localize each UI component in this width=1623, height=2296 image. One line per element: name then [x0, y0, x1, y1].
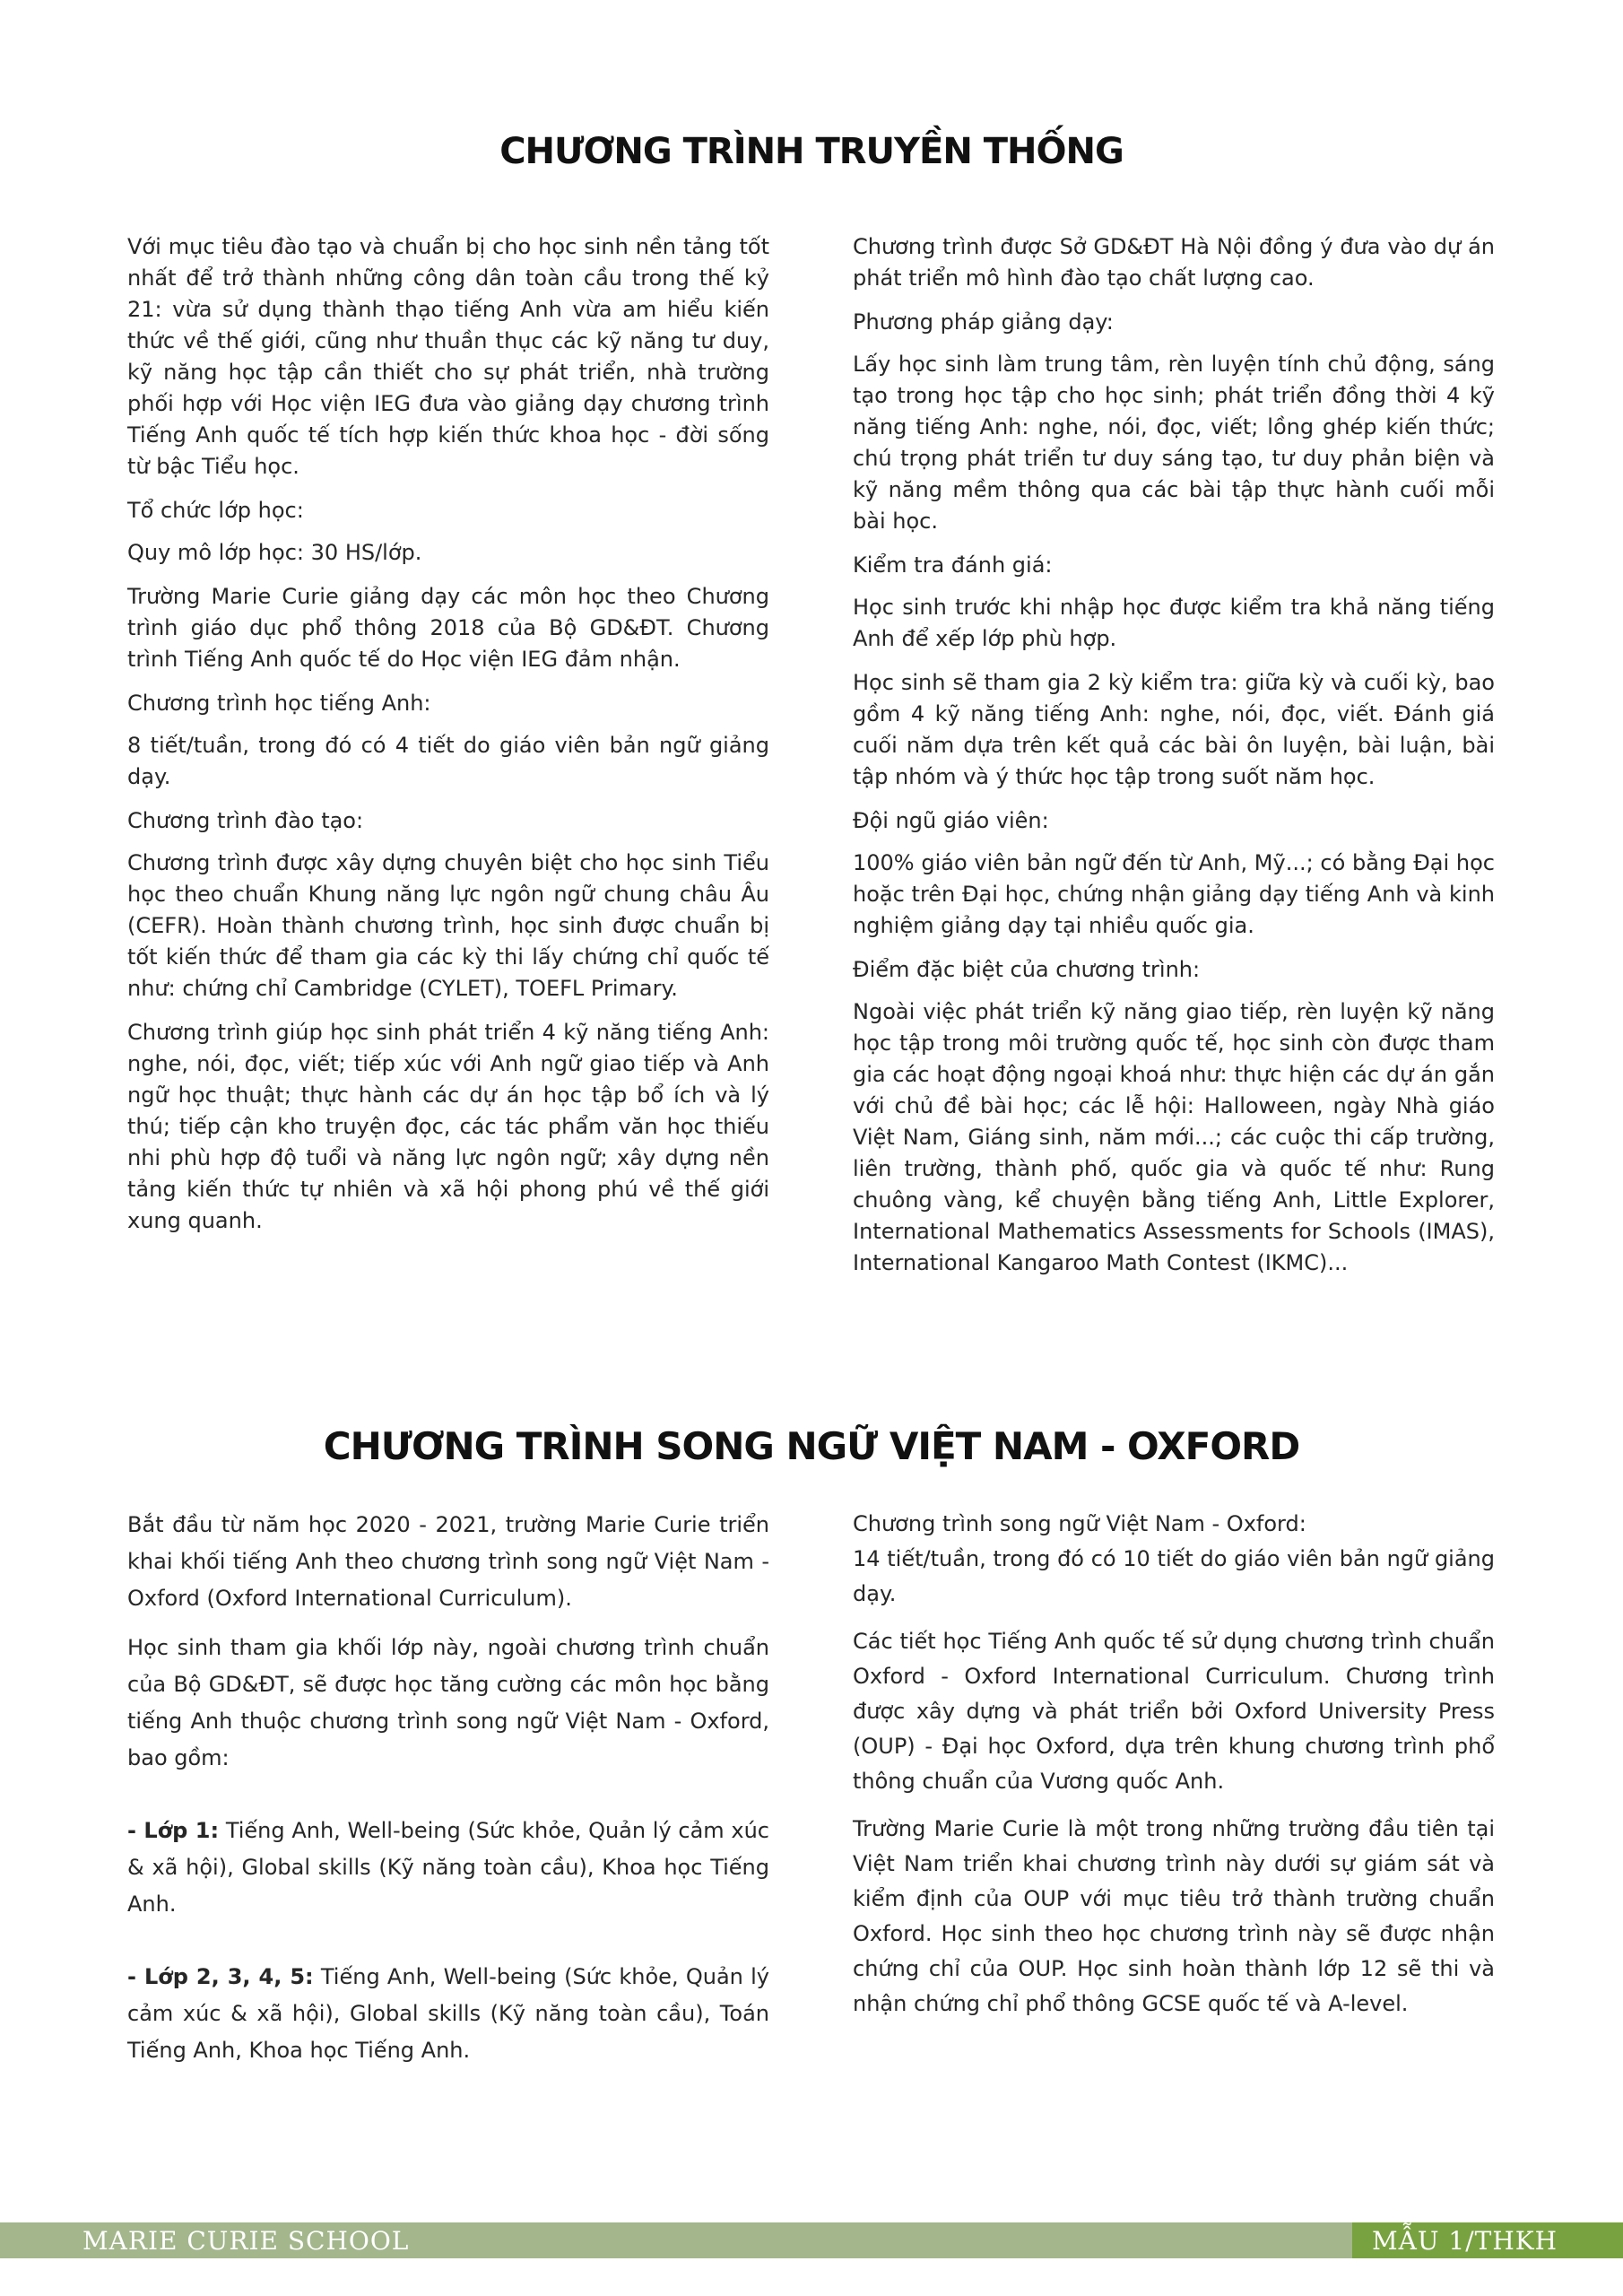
paragraph: Chương trình được Sở GD&ĐT Hà Nội đồng ý đưa vào dự án phát triển mô hình đào tạo chất lượng cao. — [853, 234, 1495, 291]
paragraph: Học sinh sẽ tham gia 2 kỳ kiểm tra: giữa kỳ và cuối kỳ, bao gồm 4 kỹ năng tiếng Anh: nghe, nói, đọc, viết. Đánh giá cuối năm dựa trên kết quả các bài ôn luyện, bài luận, bài tập nhóm và ý thức học tập trong suốt năm học. — [853, 670, 1495, 789]
paragraph: Trường Marie Curie giảng dạy các môn học theo Chương trình giáo dục phổ thông 2018 của Bộ GD&ĐT. Chương trình Tiếng Anh quốc tế do Học viện IEG đảm nhận. — [127, 584, 769, 672]
subheading: Kiểm tra đánh giá: — [853, 552, 1053, 578]
subheading: Tổ chức lớp học: — [127, 498, 304, 523]
bilingual-right-column — [853, 1507, 1495, 2034]
grade-1-item — [127, 1813, 769, 1923]
grade-2-5-item — [127, 1959, 769, 2069]
subheading: Chương trình đào tạo: — [127, 808, 364, 833]
paragraph: Chương trình được xây dựng chuyên biệt cho học sinh Tiểu học theo chuẩn Khung năng lực ngôn ngữ chung châu Âu (CEFR). Hoàn thành chương trình, học sinh được chuẩn bị tốt kiến thức để tham gia các kỳ thi lấy chứng chỉ quốc tế như: chứng chỉ Cambridge (CYLET), TOEFL Primary. — [127, 850, 769, 1001]
section-title-traditional: CHƯƠNG TRÌNH TRUYỀN THỐNG — [499, 131, 1124, 172]
paragraph: Quy mô lớp học: 30 HS/lớp. — [127, 540, 422, 565]
paragraph: Bắt đầu từ năm học 2020 - 2021, trường Marie Curie triển khai khối tiếng Anh theo chương trình song ngữ Việt Nam - Oxford (Oxford International Curriculum). — [127, 1512, 769, 1611]
bilingual-left-column — [127, 1507, 769, 2082]
footer-school-name: MARIE CURIE SCHOOL — [82, 2226, 410, 2256]
grade-2-5-label: - Lớp 2, 3, 4, 5: — [127, 1964, 314, 1989]
subheading: Chương trình học tiếng Anh: — [127, 691, 431, 716]
subheading: Đội ngũ giáo viên: — [853, 808, 1049, 833]
subheading: Chương trình song ngữ Việt Nam - Oxford: — [853, 1511, 1306, 1536]
paragraph: 100% giáo viên bản ngữ đến từ Anh, Mỹ...; có bằng Đại học hoặc trên Đại học, chứng nhận giảng dạy tiếng Anh và kinh nghiệm giảng dạy tại nhiều quốc gia. — [853, 850, 1495, 938]
paragraph: 14 tiết/tuần, trong đó có 10 tiết do giáo viên bản ngữ giảng dạy. — [853, 1546, 1495, 1606]
grade-1-text: Tiếng Anh, Well-being (Sức khỏe, Quản lý cảm xúc & xã hội), Global skills (Kỹ năng toàn cầu), Khoa học Tiếng Anh. — [127, 1818, 769, 1917]
paragraph: Học sinh tham gia khối lớp này, ngoài chương trình chuẩn của Bộ GD&ĐT, sẽ được học tăng cường các môn học bằng tiếng Anh thuộc chương trình song ngữ Việt Nam - Oxford, bao gồm: — [127, 1635, 769, 1770]
section-title-bilingual: CHƯƠNG TRÌNH SONG NGỮ VIỆT NAM - OXFORD — [323, 1424, 1300, 1468]
subheading: Điểm đặc biệt của chương trình: — [853, 957, 1201, 982]
subheading: Phương pháp giảng dạy: — [853, 309, 1114, 335]
paragraph: Trường Marie Curie là một trong những trường đầu tiên tại Việt Nam triển khai chương trình này dưới sự giám sát và kiểm định của OUP với mục tiêu trở thành trường chuẩn Oxford. Học sinh theo học chương trình này sẽ được nhận chứng chỉ của OUP. Học sinh hoàn thành lớp 12 sẽ thi và nhận chứng chỉ phổ thông GCSE quốc tế và A-level. — [853, 1816, 1495, 2016]
grade-2-5-text: Tiếng Anh, Well-being (Sức khỏe, Quản lý cảm xúc & xã hội), Global skills (Kỹ năng toàn cầu), Toán Tiếng Anh, Khoa học Tiếng Anh. — [127, 1964, 769, 2063]
paragraph: Với mục tiêu đào tạo và chuẩn bị cho học sinh nền tảng tốt nhất để trở thành những công dân toàn cầu trong thế kỷ 21: vừa sử dụng thành thạo tiếng Anh vừa am hiểu kiến thức về thế giới, cũng như thuần thục các kỹ năng tư duy, kỹ năng học tập cần thiết cho sự phát triển, nhà trường phối hợp với Học viện IEG đưa vào giảng dạy chương trình Tiếng Anh quốc tế tích hợp kiến thức khoa học - đời sống từ bậc Tiểu học. — [127, 234, 769, 479]
traditional-left-column — [127, 231, 769, 1249]
paragraph: 8 tiết/tuần, trong đó có 4 tiết do giáo viên bản ngữ giảng dạy. — [127, 733, 769, 789]
grade-1-label: - Lớp 1: — [127, 1818, 220, 1843]
paragraph: Học sinh trước khi nhập học được kiểm tra khả năng tiếng Anh để xếp lớp phù hợp. — [853, 595, 1495, 651]
traditional-right-column — [853, 231, 1495, 1292]
paragraph: Lấy học sinh làm trung tâm, rèn luyện tính chủ động, sáng tạo trong học tập cho học sinh; phát triển đồng thời 4 kỹ năng tiếng Anh: nghe, nói, đọc, viết; lồng ghép kiến thức; chú trọng phát triển tư duy sáng tạo, tư duy phản biện và kỹ năng mềm thông qua các bài tập thực hành cuối mỗi bài học. — [853, 352, 1495, 534]
paragraph: Chương trình giúp học sinh phát triển 4 kỹ năng tiếng Anh: nghe, nói, đọc, viết; tiếp xúc với Anh ngữ giao tiếp và Anh ngữ học thuật; thực hành các dự án học tập bổ ích và lý thú; tiếp cận kho truyện đọc, các tác phẩm văn học thiếu nhi phù hợp độ tuổi và năng lực ngôn ngữ; xây dựng nền tảng kiến thức tự nhiên và xã hội phong phú về thế giới xung quanh. — [127, 1020, 769, 1233]
paragraph: Các tiết học Tiếng Anh quốc tế sử dụng chương trình chuẩn Oxford - Oxford International Curriculum. Chương trình được xây dựng và phát triển bởi Oxford University Press (OUP) - Đại học Oxford, dựa trên khung chương trình phổ thông chuẩn của Vương quốc Anh. — [853, 1629, 1495, 1794]
footer-form-code: MẪU 1/THKH — [1372, 2226, 1558, 2256]
paragraph: Ngoài việc phát triển kỹ năng giao tiếp, rèn luyện kỹ năng học tập trong môi trường quốc tế, học sinh còn được tham gia các hoạt động ngoại khoá như: thực hiện các dự án gắn với chủ đề bài học; các lễ hội: Halloween, ngày Nhà giáo Việt Nam, Giáng sinh, năm mới...; các cuộc thi cấp trường, liên trường, thành phố, quốc gia và quốc tế như: Rung chuông vàng, kể chuyện bằng tiếng Anh, Little Explorer, International Mathematics Assessments for Schools (IMAS), International Kangaroo Math Contest (IKMC)... — [853, 999, 1495, 1275]
